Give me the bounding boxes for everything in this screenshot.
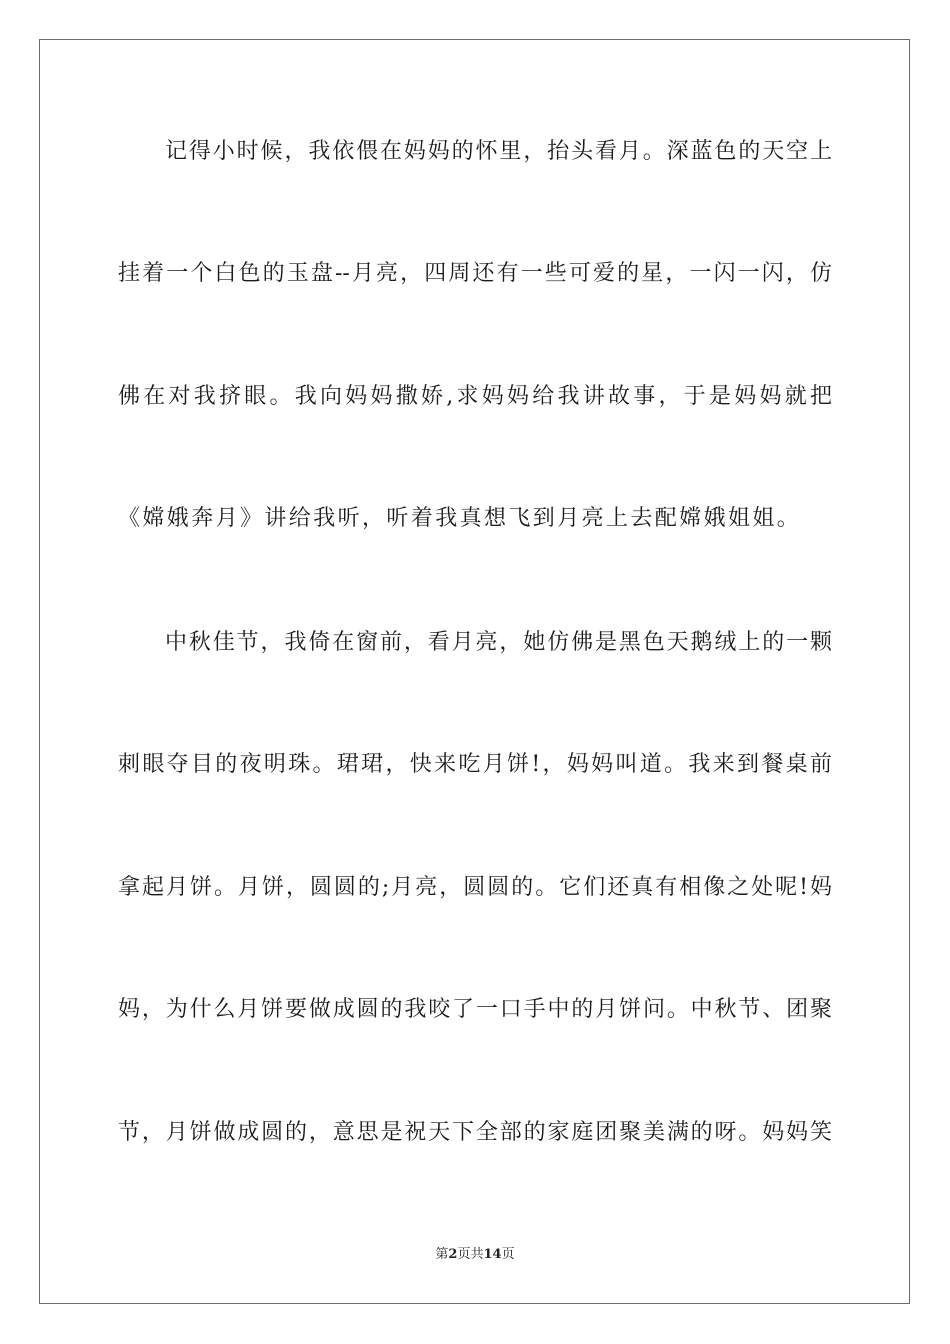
paragraph-2-line-1: 中秋佳节，我倚在窗前，看月亮，她仿佛是黑色天鹅绒上的一颗 [165,630,832,655]
total-pages: 14 [483,1247,502,1262]
page-prefix: 第 [435,1247,449,1262]
paragraph-1-line-2: 挂着一个白色的玉盘--月亮，四周还有一些可爱的星，一闪一闪，仿 [118,261,832,286]
paragraph-2-line-3: 拿起月饼。月饼，圆圆的;月亮，圆圆的。它们还真有相像之处呢!妈 [118,875,832,900]
paragraph-2-line-5: 节，月饼做成圆的，意思是祝天下全部的家庭团聚美满的呀。妈妈笑 [118,1120,832,1145]
page-number: 2 [448,1247,458,1262]
paragraph-2-line-4: 妈，为什么月饼要做成圆的我咬了一口手中的月饼问。中秋节、团聚 [118,997,832,1022]
paragraph-1-line-1: 记得小时候，我依偎在妈妈的怀里，抬头看月。深蓝色的天空上 [165,139,832,164]
total-prefix: 共 [470,1247,484,1262]
total-suffix: 页 [501,1247,515,1262]
paragraph-1-line-4: 《嫦娥奔月》讲给我听，听着我真想飞到月亮上去配嫦娥姐姐。 [118,506,802,531]
page-suffix: 页 [457,1247,471,1262]
paragraph-2-line-2: 刺眼夺目的夜明珠。珺珺，快来吃月饼!，妈妈叫道。我来到餐桌前 [118,752,832,777]
page-footer [0,1246,950,1264]
page-border [39,39,910,1304]
paragraph-1-line-3: 佛在对我挤眼。我向妈妈撒娇,求妈妈给我讲故事，于是妈妈就把 [118,384,832,409]
